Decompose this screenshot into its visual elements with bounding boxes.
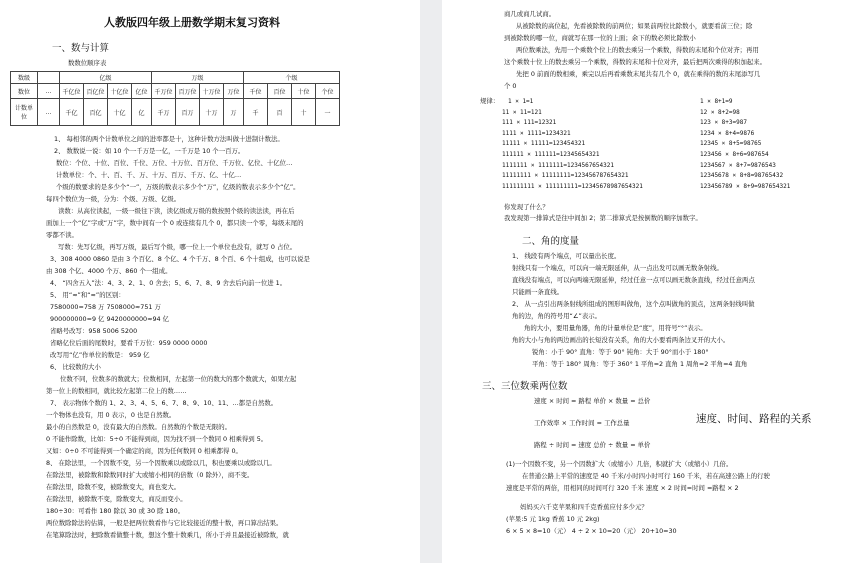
text-line: 第一位上的数相同，就比较左起第二位上的数……	[46, 387, 187, 395]
text-line: 数位：个位、十位、百位、千位、万位、十万位、百万位、千万位、亿位、十亿位…	[56, 159, 293, 167]
text-line: 又如：0÷0 不可能得到一个确定的商，因为任何数同 0 相乘都得 0。	[46, 447, 242, 455]
text-line: 个 0	[504, 82, 517, 90]
text-line: 省略号改写：958 5006 5200	[50, 327, 138, 335]
text-line: 4、 “四舍五入”法：4、3、2、1、0 舍去；5、6、7、8、9 舍去后向前一位进 1。	[50, 279, 287, 287]
table-cell: 个位	[316, 84, 340, 99]
text-line: 射线只有一个端点，可以向一端无限延伸，从一点出发可以画无数条射线。	[512, 264, 723, 272]
text-line: 路程 ÷ 时间 = 速度 总价 ÷ 数量 = 单价	[534, 441, 651, 449]
pattern-line: 12 × 8+2=98	[700, 108, 740, 116]
text-line: 两位数乘法，先用一个乘数个位上的数去乘另一个乘数，得数的末尾和个位对齐；再用	[516, 46, 759, 54]
text-line: 先把 0 前面的数相乘，乘完以后再看乘数末尾共有几个 0，就在乘得的数的末尾添写几	[516, 70, 761, 78]
pattern-line: 11111 × 11111=123454321	[502, 140, 586, 148]
table-cell: 十亿位	[108, 84, 132, 99]
text-line: 只能画一条直线。	[512, 288, 564, 296]
text-line: 直线没有端点，可以向两端无限延伸，经过任意一点可以画无数条直线，经过任意两点	[512, 276, 755, 284]
text-line: 最小的自然数是 0，没有最大的自然数。自然数的个数是无限的。	[46, 423, 232, 431]
pattern-line: 1234 × 8+4=9876	[700, 129, 755, 137]
text-line: 一个物体也没有，用 0 表示，0 也是自然数。	[46, 411, 176, 419]
table-cell: 百亿位	[84, 84, 108, 99]
text-line: 商几或商几试商。	[504, 10, 556, 18]
text-line: 工作效率 × 工作时间 = 工作总量	[534, 419, 630, 427]
text-line: 速度 × 时间 = 路程 单价 × 数量 = 总价	[534, 397, 651, 405]
text-line: 3、308 4000 0860 是由 3 个百亿、8 个亿、4 个千万、8 个百、6 个十组成，也可以说是	[50, 255, 310, 263]
pattern-line: 1234567 × 8+7=9876543	[700, 161, 776, 169]
text-line: 1、 每相邻的两个计数单位之间的进率都是十，这种计数方法叫做十进制计数法。	[54, 135, 284, 143]
text-line: 6、 比较数的大小	[50, 363, 101, 371]
document-page-left	[0, 0, 420, 563]
text-line: 在除法里，除数不变，被除数变大，商也变大。	[46, 483, 181, 491]
text-line: 我发现第一排算式是往中间加 2；第二排算式是按倒数的顺序加数字。	[504, 214, 702, 222]
pattern-line: 123 × 8+3=987	[700, 119, 747, 127]
text-line: 速度是平常的两倍，用相同的时间可行 320 千米 速度 × 2 时间=时间 =路程 × 2	[506, 484, 739, 492]
pattern-line: 1111 × 1111=1234321	[502, 129, 571, 137]
table-cell: 数级	[11, 72, 38, 84]
section-heading-angles: 二、角的度量	[522, 236, 580, 247]
table-cell: 十万	[200, 99, 224, 126]
text-line: 角的大小与角的两边画出的长短没有关系，角的大小要看两条边叉开的大小。	[512, 336, 730, 344]
text-line: 个级的数要求的是多少个“一”，万级的数表示多少个“万”，亿级的数表示多少个“亿”。	[56, 183, 300, 191]
text-line: 2、 从一点引出两条射线所组成的图形叫做角，这个点叫做角的顶点，这两条射线叫做	[512, 300, 755, 308]
text-line: 7、 表示物体个数的 1、2、3、4、5、6、7、8、9、10、11、…都是自然数。	[50, 399, 278, 407]
table-cell: 千亿位	[60, 84, 84, 99]
text-line: (1)一个因数不变，另一个因数扩大（或缩小）几倍，积就扩大（或缩小）几倍。	[506, 460, 733, 468]
pattern-line: 11111111 × 11111111=123456787654321	[502, 172, 629, 180]
text-line: 写数：先写亿级，再写万级，最后写个级，哪一位上一个单位也没有，就写 0 占位。	[58, 243, 297, 251]
text-line: 在笔算除法时，把除数看做整十数，想这个整十数乘几，所小于并且最接近被除数，就	[46, 531, 289, 539]
table-cell: 百位	[268, 84, 292, 99]
text-line: 7580000=758 万 7508000≈751 万	[50, 303, 161, 311]
table-caption: 数数位顺序表	[68, 59, 107, 67]
table-cell: 千位	[244, 84, 268, 99]
pattern-line: 1111111 × 1111111=1234567654321	[502, 161, 614, 169]
table-cell: 十万位	[200, 84, 224, 99]
table-cell	[38, 72, 60, 84]
table-cell: 亿位	[132, 84, 152, 99]
text-line: 每四个数位为一级，分为：个级、万级、亿级。	[46, 195, 181, 203]
text-line: 位数不同，位数多的数就大；位数相同，左起第一位的数大的那个数就大，如果左起	[60, 375, 297, 383]
document-page-right	[442, 0, 867, 563]
text-line: 你发现了什么？	[504, 203, 549, 211]
text-line: 平角：等于 180° 周角：等于 360° 1 平角=2 直角 1 周角=2 平角=4 直角	[532, 360, 748, 368]
table-cell: 百亿	[84, 99, 108, 126]
pattern-line: 111 × 111=12321	[502, 119, 557, 127]
text-line: 改写用“亿”作单位的数是： 959 亿	[50, 351, 150, 359]
text-line: 6 × 5 × 8=10（元） 4 ÷ 2 × 10=20（元） 20+10=30	[506, 527, 677, 535]
section-heading-multiplication: 三、三位数乘两位数	[482, 381, 568, 392]
text-line: 角的边，角的符号用“∠”表示。	[512, 312, 602, 320]
text-line: 面加上一个“亿”字或“万”字，数中间有一个 0 或连续有几个 0，都只读一个零，每级末尾的	[46, 219, 304, 227]
table-cell: 百	[268, 99, 292, 126]
text-line: 900000000=9 亿 9420000000≈94 亿	[50, 315, 170, 323]
pattern-line: 123456 × 8+6=987654	[700, 151, 769, 158]
pattern-line: 12345678 × 8+8=98765432	[700, 172, 784, 180]
table-cell: 千万位	[152, 84, 176, 99]
pattern-line: 12345 × 8+5=98765	[700, 140, 762, 148]
table-cell: 万级	[152, 72, 244, 84]
text-line: 0 不能作除数，比如：5÷0 不能得到商，因为找不到一个数同 0 相乘得到 5。	[46, 435, 268, 443]
table-cell: 计数单位	[11, 99, 38, 126]
table-cell: 千万	[152, 99, 176, 126]
table-cell: 万	[224, 99, 244, 126]
table-cell: 亿	[132, 99, 152, 126]
text-line: 在普通公路上平常的速度是 40 千米/小时四小时可行 160 千米，若在高速公路上的行驶	[522, 472, 770, 480]
section-heading-numbers: 一、数与计算	[52, 43, 110, 54]
table-cell: …	[38, 84, 60, 99]
text-line: 8、 在除法里，一个因数不变，另一个因数乘以或除以几，积也要乘以或除以几。	[46, 459, 276, 467]
relationship-note: 速度、时间、路程的关系	[696, 413, 812, 425]
text-line: 妈妈买六千克苹果和四千克香蕉应付多少元？	[520, 503, 648, 511]
table-cell: 数位	[11, 84, 38, 99]
pattern-label: 规律：	[480, 97, 500, 105]
table-cell: 百万位	[176, 84, 200, 99]
table-cell: 百万	[176, 99, 200, 126]
pattern-line: 111111111 × 111111111=12345678987654321	[502, 182, 643, 190]
text-line: 1、 线段有两个端点，可以量出长度。	[512, 252, 621, 260]
pattern-line: 123456789 × 8+9=987654321	[700, 182, 791, 190]
table-cell: 千	[244, 99, 268, 126]
table-cell: 万位	[224, 84, 244, 99]
text-line: 角的大小，要用量角器，角的计量单位是“度”，用符号“°”表示。	[524, 324, 707, 332]
table-cell: 亿级	[60, 72, 152, 84]
table-cell: 一	[316, 99, 340, 126]
text-line: 在除法里，被除数和除数同时扩大或缩小相同的倍数（0 除外），商不变。	[46, 471, 254, 479]
text-line: 在除法里，被除数不变，除数变大，商反而变小。	[46, 495, 187, 503]
place-value-table	[10, 71, 340, 126]
text-line: 这个乘数十位上的数去乘另一个乘数，得数的末尾和十位对齐，最后把两次乘得的积加起来。	[504, 58, 767, 66]
text-line: 2、 数数说一说：如 10 个一千万是一亿，一千万是 10 个一百万。	[54, 147, 245, 155]
text-line: 180÷30：可看作 180 除以 30 或 30 除 180。	[46, 507, 185, 515]
table-cell: …	[38, 99, 60, 126]
text-line: 读数：从高位读起，一级一级往下读，读亿级或万级的数按照个级的读法读，再在后	[58, 207, 295, 215]
text-line: 从被除数的高位起，先看被除数的前两位；如果前两位比除数小，就要看前三位；除	[516, 22, 753, 30]
text-line: 锐角：小于 90° 直角：等于 90° 钝角：大于 90°而小于 180°	[532, 348, 709, 356]
table-cell: 十	[292, 99, 316, 126]
text-line: 到被除数的哪一位，商就写在那一位的上面；余下的数必须比除数小	[504, 34, 696, 42]
table-cell: 千亿	[60, 99, 84, 126]
table-cell: 个级	[244, 72, 340, 84]
text-line: 5、 用“≈”和“≈”的区别：	[50, 291, 125, 299]
pattern-line: 111111 × 111111=12345654321	[502, 151, 600, 158]
text-line: 由 308 个亿、4000 个万、860 个一组成。	[46, 267, 172, 275]
text-line: 计数单位：个、十、百、千、万、十万、百万、千万、亿、十亿…	[56, 171, 242, 179]
text-line: 省略亿位后面的尾数时，要看千万位：959 0000 0000	[50, 339, 208, 347]
table-cell: 十亿	[108, 99, 132, 126]
pattern-line: 11 × 11=121	[502, 108, 542, 116]
text-line: (苹果:5 元 1kg 香蕉 10 元 2kg)	[506, 515, 600, 523]
pattern-line: 1 × 1=1	[508, 98, 534, 105]
document-title: 人教版四年级上册数学期末复习资料	[104, 16, 280, 29]
table-cell: 十位	[292, 84, 316, 99]
pattern-line: 1 × 8+1=9	[700, 98, 733, 105]
text-line: 两位数除除法的估算，一般是把两位数看作与它比较接近的整十数，再口算出结果。	[46, 519, 283, 527]
text-line: 零都不读。	[46, 231, 78, 239]
